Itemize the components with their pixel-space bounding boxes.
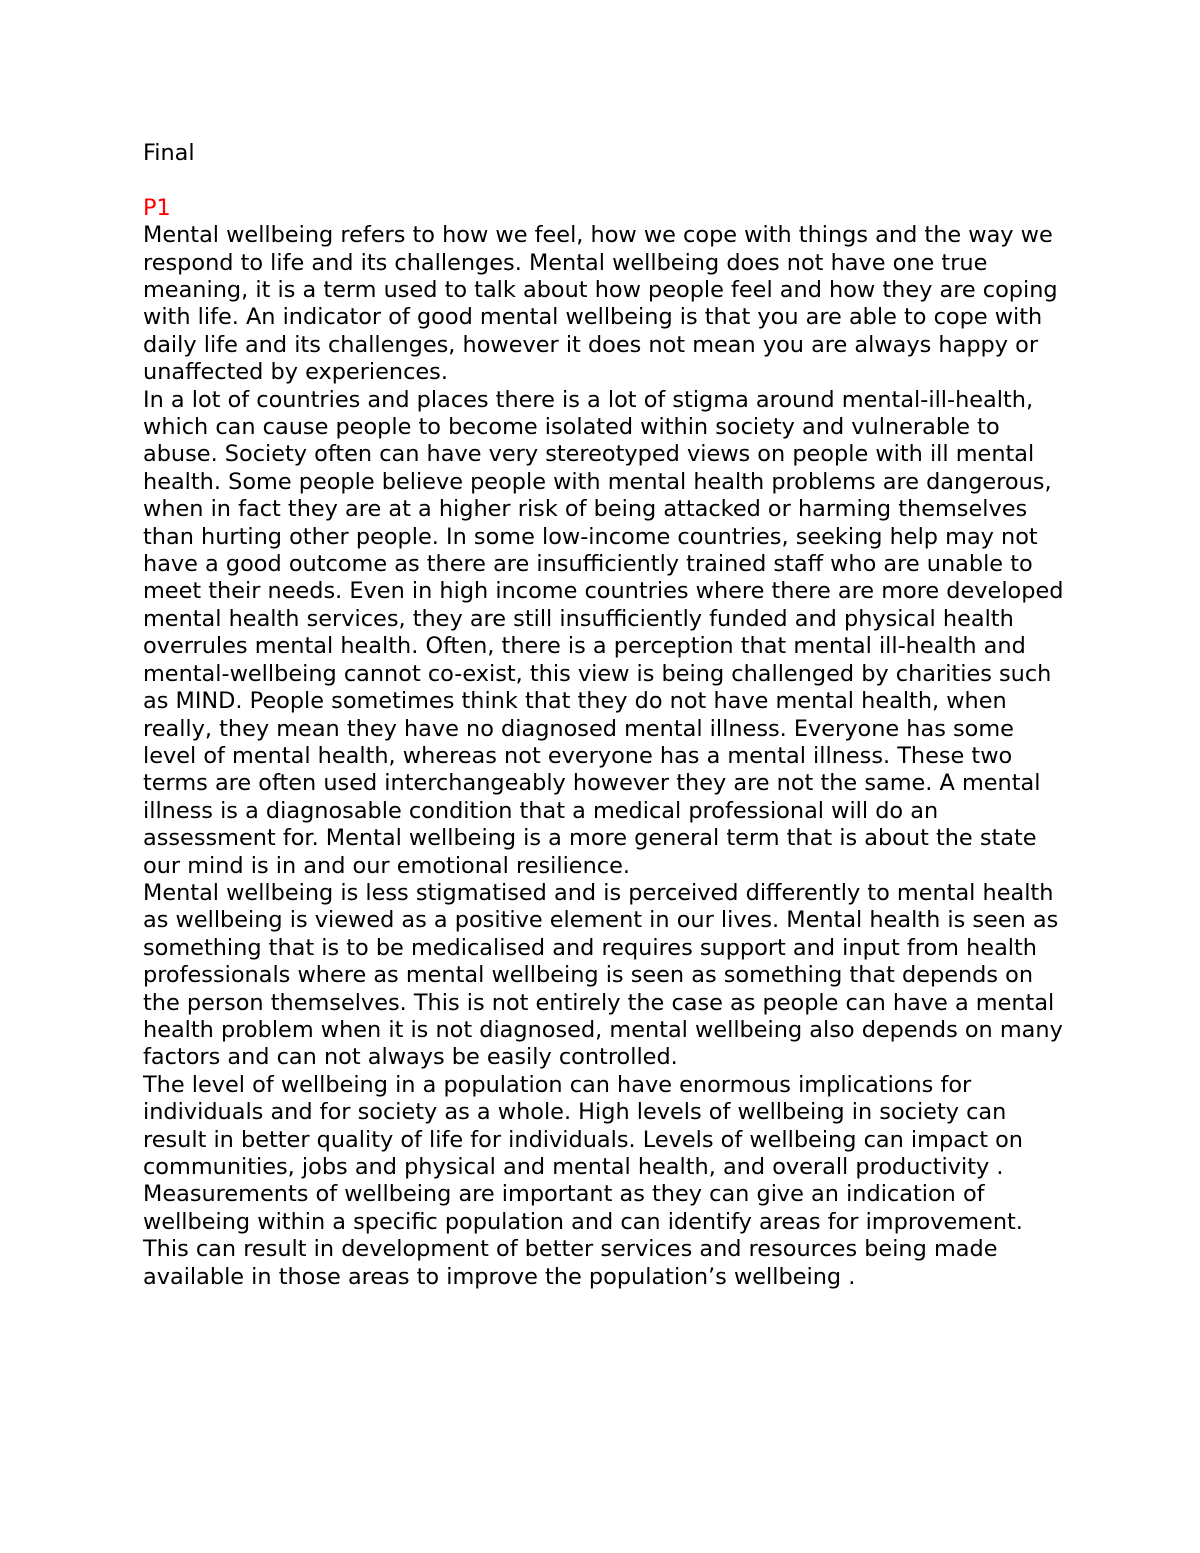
paragraph-4: The level of wellbeing in a population can have enormous implications for individuals and for society as a whole. High levels of wellbeing in society can result in better quality of life for individuals. Levels of wellbeing can impact on communities, jobs and physical and mental health, and overall productivity . Measurements of wellbeing are important as they can give an indication of wellbeing within a specific population and can identify areas for improvement. This can result in development of better services and resources being made available in those areas to improve the population’s wellbeing . [143, 1071, 1023, 1290]
paragraph-2: In a lot of countries and places there is a lot of stigma around mental-ill-health, which can cause people to become isolated within society and vulnerable to abuse. Society often can have very stereotyped views on people with ill mental health. Some people believe people with mental health problems are dangerous, when in fact they are at a higher risk of being attacked or harming themselves than hurting other people. In some low-income countries, seeking help may not have a good outcome as there are insufficiently trained staff who are unable to meet their needs. Even in high income countries where there are more developed mental health services, they are still insufficiently funded and physical health overrules mental health. Often, there is a perception that mental ill-health and mental-wellbeing cannot co-exist, this view is being challenged by charities such as MIND. People sometimes think that they do not have mental health, when really, they mean they have no diagnosed mental illness. Everyone has some level of mental health, whereas not everyone has a mental illness. These two terms are often used interchangeably however they are not the same. A mental illness is a diagnosable condition that a medical professional will do an assessment for. Mental wellbeing is a more general term that is about the state our mind is in and our emotional resilience. [143, 386, 1064, 879]
paragraph-3: Mental wellbeing is less stigmatised and is perceived differently to mental health as wellbeing is viewed as a positive element in our lives. Mental health is seen as something that is to be medicalised and requires support and input from health professionals where as mental wellbeing is seen as something that depends on the person themselves. This is not entirely the case as people can have a mental health problem when it is not diagnosed, mental wellbeing also depends on many factors and can not always be easily controlled. [143, 879, 1063, 1071]
section-heading-p1: P1 [143, 194, 171, 221]
document-title: Final [143, 140, 195, 166]
paragraph-1: Mental wellbeing refers to how we feel, how we cope with things and the way we respond to life and its challenges. Mental wellbeing does not have one true meaning, it is a term used to talk about how people feel and how they are coping with life. An indicator of good mental wellbeing is that you are able to cope with daily life and its challenges, however it does not mean you are always happy or unaffected by experiences. [143, 222, 1058, 386]
document-page [143, 140, 1068, 1291]
